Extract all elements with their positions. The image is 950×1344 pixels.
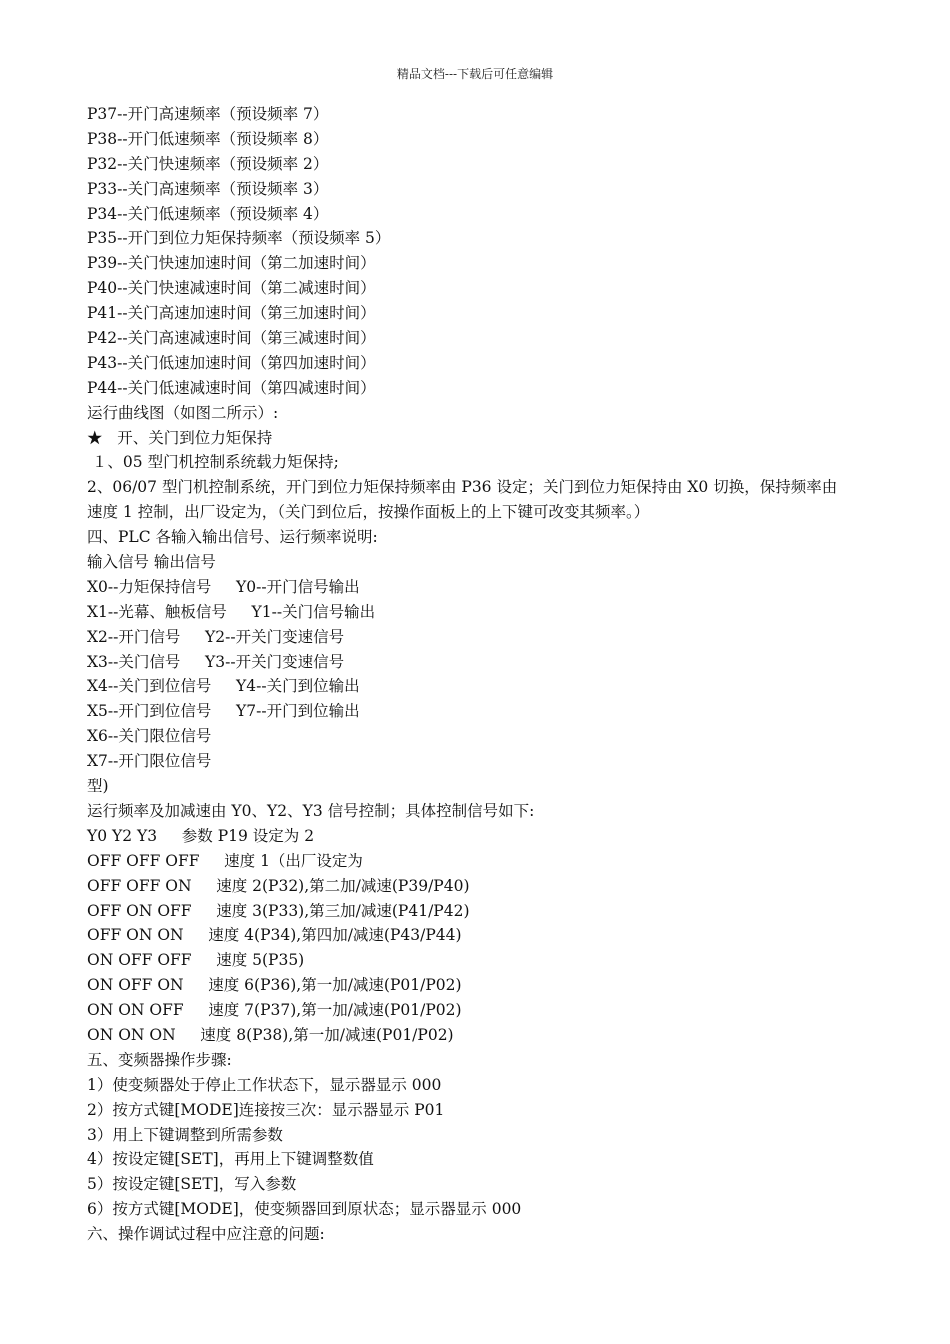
text-line: P34--关门低速频率（预设频率 4） [87,204,329,223]
signal-line: X0--力矩保持信号 Y0--开门信号输出 [87,577,360,596]
signal-line: X6--关门限位信号 [87,727,212,746]
page-header: 精品文档---下载后可任意编辑 [396,67,554,81]
section-heading: 四、PLC 各输入输出信号、运行频率说明: [87,528,378,547]
text-line: 输入信号 输出信号 [87,553,216,572]
text-line: P40--关门快速减速时间（第二减速时间） [87,279,376,298]
step-line: 5）按设定键[SET]，写入参数 [87,1175,297,1194]
text-line: P44--关门低速减速时间（第四减速时间） [87,378,376,397]
signal-line: X4--关门到位信号 Y4--关门到位输出 [87,677,360,696]
text-line: P32--关门快速频率（预设频率 2） [87,154,329,173]
text-line: P42--关门高速减速时间（第三减速时间） [87,329,376,348]
step-line: 1）使变频器处于停止工作状态下，显示器显示 000 [87,1075,442,1094]
section-caption: 运行曲线图（如图二所示）: [87,403,279,422]
speed-table-line: OFF ON ON 速度 4(P34),第四加/减速(P43/P44) [87,926,462,945]
text-line: P37--开门高速频率（预设频率 7） [87,105,329,123]
text-line: P35--开门到位力矩保持频率（预设频率 5） [87,229,391,248]
speed-table-line: Y0 Y2 Y3 参数 P19 设定为 2 [87,826,315,845]
speed-table-line: ON OFF ON 速度 6(P36),第一加/减速(P01/P02) [87,976,462,995]
speed-table-line: OFF ON OFF 速度 3(P33),第三加/减速(P41/P42) [87,901,470,920]
text-line: P33--关门高速频率（预设频率 3） [87,179,329,198]
signal-line: X7--开门限位信号 [87,752,212,771]
text-line: 运行频率及加减速由 Y0、Y2、Y3 信号控制；具体控制信号如下: [87,801,535,820]
step-line: 3）用上下键调整到所需参数 [87,1125,283,1144]
signal-line: X5--开门到位信号 Y7--开门到位输出 [87,702,360,721]
step-line: 2）按方式键[MODE]连接按三次：显示器显示 P01 [87,1100,445,1119]
signal-line: X2--开门信号 Y2--开关门变速信号 [87,627,345,646]
step-line: 6）按方式键[MODE]，使变频器回到原状态；显示器显示 000 [87,1200,522,1219]
text-line: １、05 型门机控制系统载力矩保持; [87,453,339,472]
signal-line: X1--光幕、触板信号 Y1--关门信号输出 [87,602,376,621]
speed-table-line: OFF OFF ON 速度 2(P32),第二加/减速(P39/P40) [87,876,470,895]
text-line: 速度 1 控制，出厂设定为，（关门到位后，按操作面板上的上下键可改变其频率。） [87,503,650,522]
section-heading: 五、变频器操作步骤: [87,1050,232,1069]
section-heading: 六、操作调试过程中应注意的问题: [87,1225,325,1244]
text-line: P38--开门低速频率（预设频率 8） [87,129,329,148]
text-line: P39--关门快速加速时间（第二加速时间） [87,254,376,273]
text-line: 型) [87,777,109,796]
step-line: 4）按设定键[SET]，再用上下键调整数值 [87,1150,374,1169]
speed-table-line: OFF OFF OFF 速度 1（出厂设定为 [87,851,363,870]
document-body [87,102,887,1247]
text-line: 2、06/07 型门机控制系统，开门到位力矩保持频率由 P36 设定；关门到位力矩保持由 X0 切换，保持频率由 [87,478,838,497]
speed-table-line: ON ON OFF 速度 7(P37),第一加/减速(P01/P02) [87,1001,462,1020]
speed-table-line: ON OFF OFF 速度 5(P35) [87,951,305,970]
signal-line: X3--关门信号 Y3--开关门变速信号 [87,652,345,671]
star-heading: ★ 开、关门到位力矩保持 [87,428,273,447]
text-line: P41--关门高速加速时间（第三加速时间） [87,304,376,323]
text-line: P43--关门低速加速时间（第四加速时间） [87,353,376,372]
speed-table-line: ON ON ON 速度 8(P38),第一加/减速(P01/P02) [87,1025,454,1044]
